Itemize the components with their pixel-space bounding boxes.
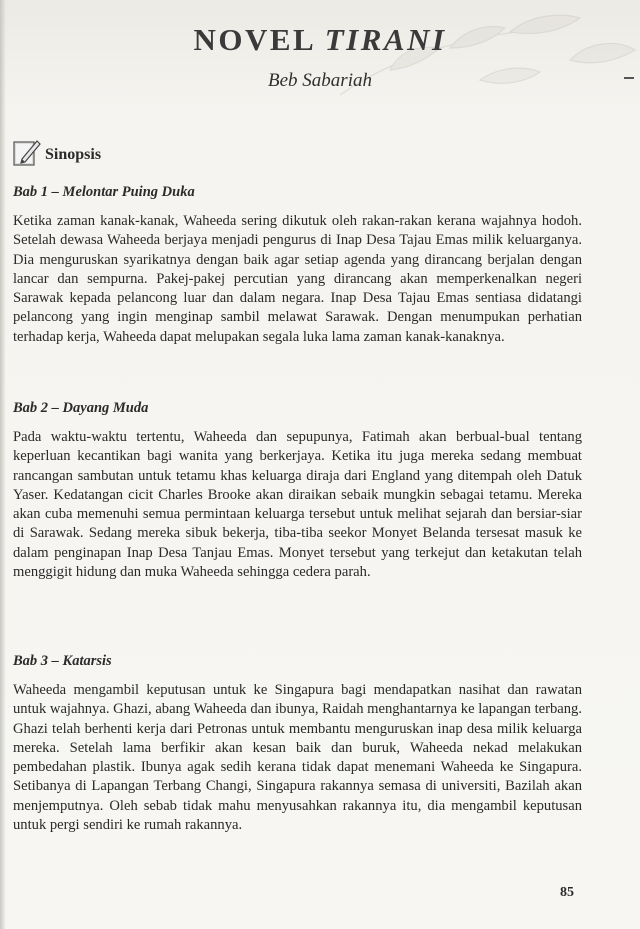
section-label: Sinopsis bbox=[45, 146, 102, 163]
title-italic: TIRANI bbox=[324, 22, 447, 57]
chapter-1-synopsis: Ketika zaman kanak-kanak, Waheeda sering dikutuk oleh rakan-rakan kerana wajahnya hodoh. Setelah dewasa Waheeda berjaya menjadi pengurus di Inap Desa Tajau Emas milik keluarganya. Dia menguruskan syarikatnya dengan baik agar setiap agenda yang dirancang berjalan dengan lancar dan sempurna. Pakej-pakej percutian yang dirancang akan memperkenalkan negeri Sarawak kepada pelancong luar dan dalam negara. Inap Desa Tajau Emas sentiasa didatangi pelancong yang ingin menginap sambil melawat Sarawak. Dengan menumpukan perhatian terhadap kerja, Waheeda dapat melupakan segala luka lama zaman kanak-kanaknya. bbox=[13, 213, 582, 345]
page-binding-shadow bbox=[0, 0, 6, 929]
chapter-3-synopsis: Waheeda mengambil keputusan untuk ke Singapura bagi mendapatkan nasihat dan rawatan untuk wajahnya. Ghazi, abang Waheeda dan ibunya, Raidah menghantarnya ke lapangan terbang. Ghazi telah berhenti kerja dari Petronas untuk membantu menguruskan inap desa milik keluarga mereka. Setelah lama berfikir akan kesan baik dan buruk, Waheeda nekad melakukan pembedahan plastik. Ibunya agak sedih kerana tidak dapat menemani Waheeda ke Singapura. Setibanya di Lapangan Terbang Changi, Singapura rakannya semasa di universiti, Bazilah akan menjemputnya. Oleh sebab tidak mahu menyusahkan rakannya itu, dia mengambil keputusan untuk pergi sendiri ke rumah rakannya. bbox=[13, 682, 582, 834]
chapter-3-heading: Bab 3 – Katarsis bbox=[13, 653, 112, 669]
book-title bbox=[0, 22, 640, 58]
page-number: 85 bbox=[560, 885, 574, 900]
margin-mark bbox=[624, 77, 634, 79]
author-name: Beb Sabariah bbox=[268, 70, 372, 91]
chapter-1-heading: Bab 1 – Melontar Puing Duka bbox=[13, 184, 195, 200]
section-heading bbox=[13, 137, 101, 167]
chapter-2-synopsis: Pada waktu-waktu tertentu, Waheeda dan sepupunya, Fatimah akan berbual-bual tentang keperluan kecantikan bagi wanita yang berkerjaya. Ketika itu juga mereka sedang membuat rancangan sambutan untuk tetamu khas keluarga diraja dari England yang ditempah oleh Datuk Yaser. Kedatangan cicit Charles Brooke akan diraikan sebaik mungkin sebagai tetamu. Mereka akan cuba memenuhi semua permintaan keluarga tersebut untuk melihat sejarah dan bersiar-siar di Sarawak. Sedang mereka sibuk bekerja, tiba-tiba seekor Monyet Belanda tersesat masuk ke dalam penginapan Inap Desa Tanjau Emas. Monyet tersebut yang terkejut dan ketakutan telah menggigit hidung dan muka Waheeda sehingga cedera parah. bbox=[13, 429, 582, 581]
chapter-2-heading: Bab 2 – Dayang Muda bbox=[13, 400, 149, 416]
title-plain: NOVEL bbox=[193, 22, 325, 57]
pencil-paper-icon bbox=[13, 137, 41, 167]
